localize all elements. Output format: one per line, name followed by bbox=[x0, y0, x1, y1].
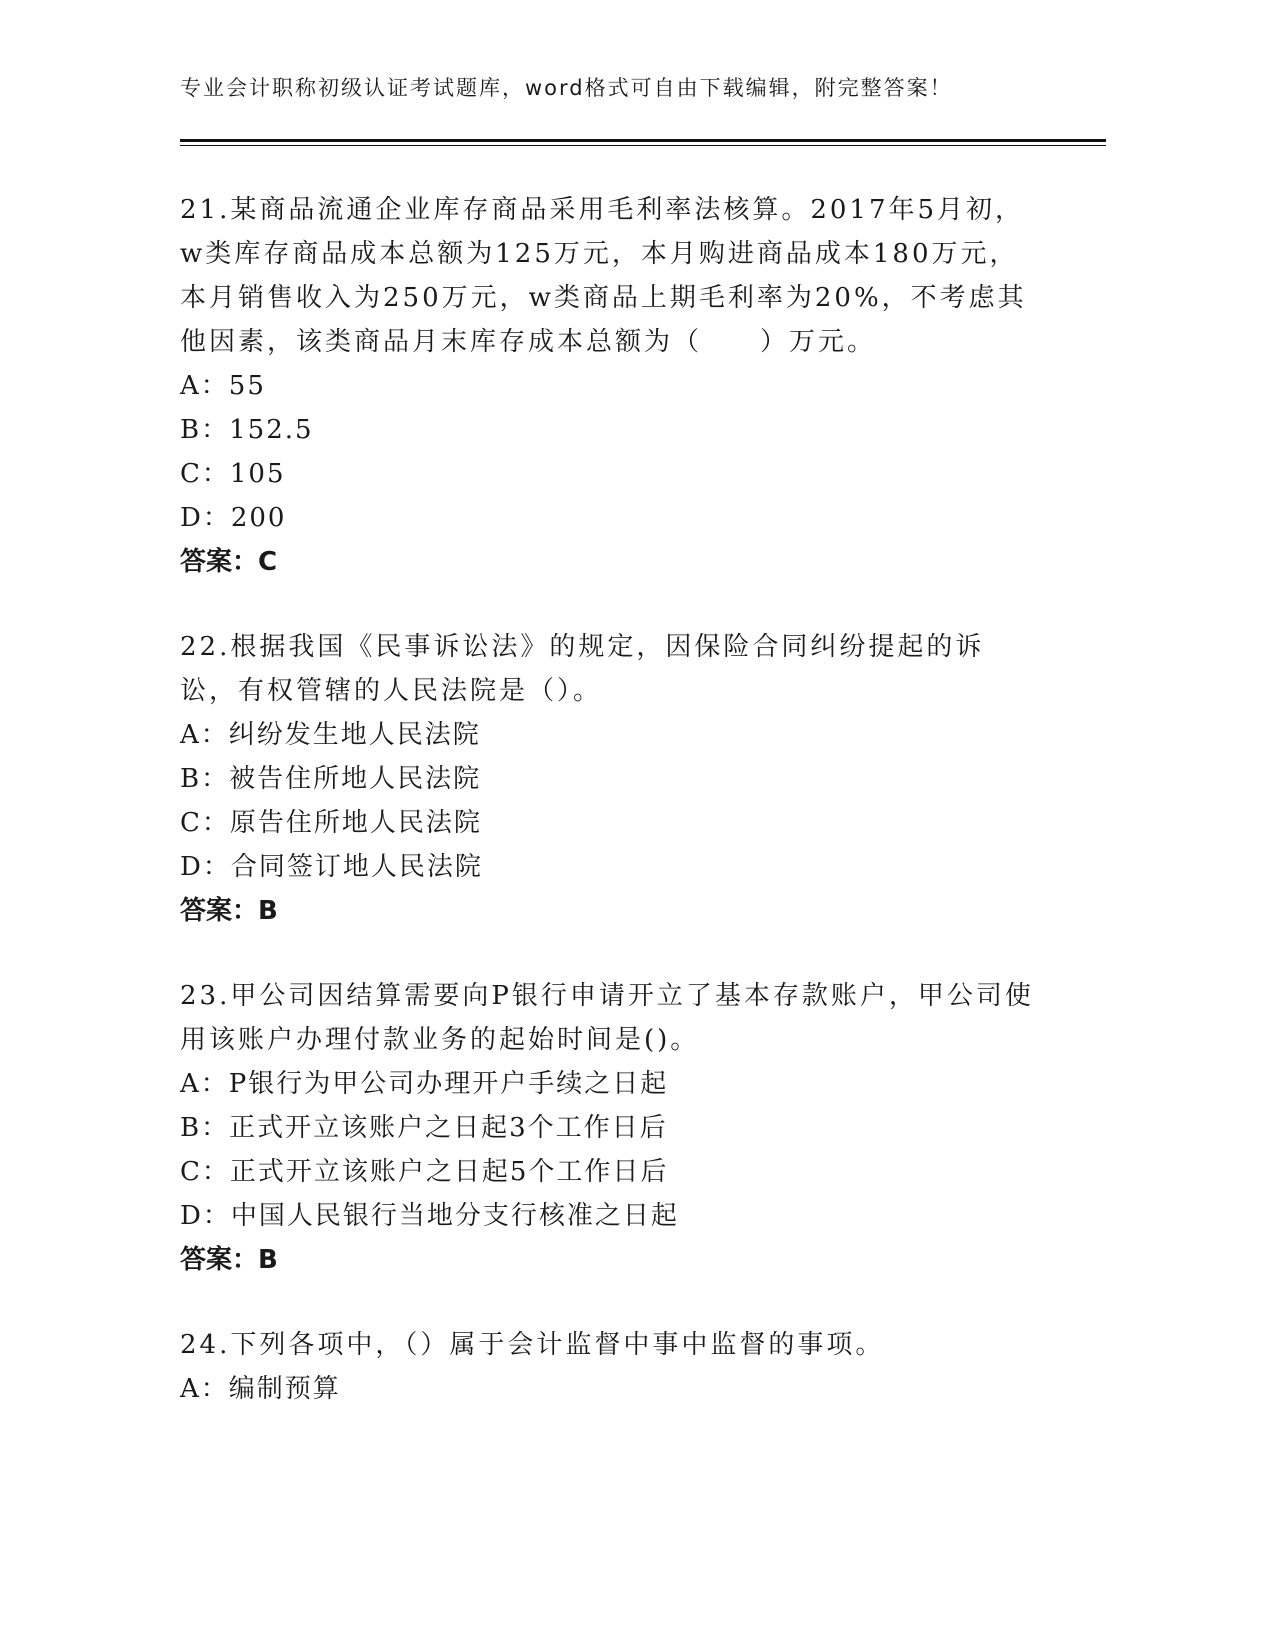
question-stem: 24.下列各项中，（）属于会计监督中事中监督的事项。 bbox=[180, 1330, 885, 1360]
question-stem: 21.某商品流通企业库存商品采用毛利率法核算。2017年5月初，w类库存商品成本总额为125万元，本月购进商品成本180万元，本月销售收入为250万元，w类商品上期毛利率为20%，不考虑其他因素，该类商品月末库存成本总额为（ ）万元。 bbox=[180, 195, 1027, 357]
answer: 答案：B bbox=[180, 896, 278, 926]
page-header: 专业会计职称初级认证考试题库，word格式可自由下载编辑，附完整答案！ bbox=[180, 76, 953, 100]
question-23 bbox=[180, 974, 1040, 1282]
option-d: D：合同签订地人民法院 bbox=[180, 852, 483, 882]
option-a: A：编制预算 bbox=[180, 1374, 341, 1404]
answer: 答案：B bbox=[180, 1245, 278, 1275]
option-a: A：纠纷发生地人民法院 bbox=[180, 720, 481, 750]
option-c: C：原告住所地人民法院 bbox=[180, 808, 482, 838]
question-24 bbox=[180, 1323, 1040, 1411]
option-c: C：正式开立该账户之日起5个工作日后 bbox=[180, 1157, 669, 1187]
option-a: A：55 bbox=[180, 371, 266, 401]
header-divider-thin bbox=[180, 145, 1106, 146]
question-stem: 23.甲公司因结算需要向P银行申请开立了基本存款账户，甲公司使用该账户办理付款业务的起始时间是()。 bbox=[180, 981, 1034, 1055]
answer: 答案：C bbox=[180, 547, 278, 577]
question-stem: 22.根据我国《民事诉讼法》的规定，因保险合同纠纷提起的诉讼，有权管辖的人民法院是（）。 bbox=[180, 632, 985, 706]
option-d: D：中国人民银行当地分支行核准之日起 bbox=[180, 1201, 679, 1231]
option-c: C：105 bbox=[180, 459, 286, 489]
question-22 bbox=[180, 625, 1040, 933]
option-b: B：正式开立该账户之日起3个工作日后 bbox=[180, 1113, 668, 1143]
option-b: B：被告住所地人民法院 bbox=[180, 764, 482, 794]
option-d: D：200 bbox=[180, 503, 287, 533]
header-divider-thick bbox=[180, 139, 1106, 142]
option-b: B：152.5 bbox=[180, 415, 314, 445]
question-list bbox=[180, 188, 1040, 1452]
option-a: A：P银行为甲公司办理开户手续之日起 bbox=[180, 1069, 669, 1099]
question-21 bbox=[180, 188, 1040, 584]
